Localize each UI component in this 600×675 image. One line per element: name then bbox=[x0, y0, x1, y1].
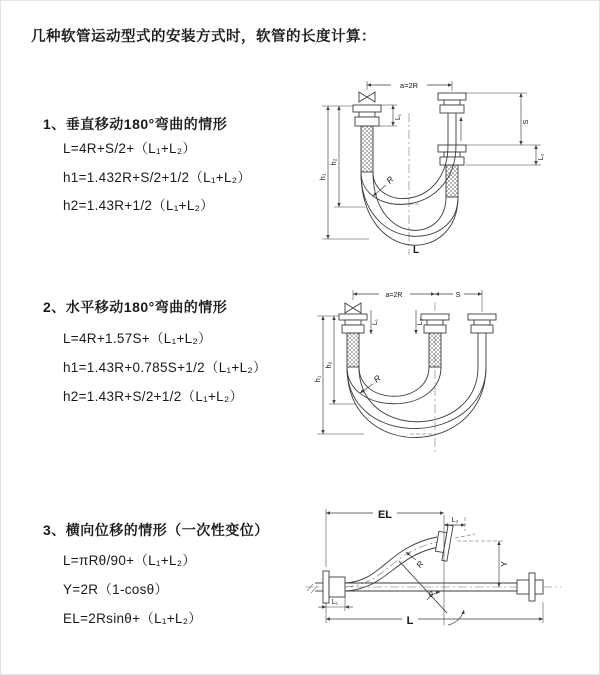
dim-label-l1: L₁ bbox=[395, 113, 402, 121]
right-flange-lower-hub bbox=[440, 157, 464, 165]
section2-formula-h2: h2=1.43R+S/2+1/2（L₁+L₂） bbox=[63, 389, 244, 404]
right-flange-upper bbox=[438, 93, 466, 100]
section3-heading: 3、横向位移的情形（一次性变位） bbox=[43, 522, 269, 538]
middle-flange bbox=[421, 314, 449, 333]
dim-label-a2r: a=2R bbox=[385, 292, 403, 299]
right-fitting-neck bbox=[517, 580, 529, 594]
dim-label-a2r: a=2R bbox=[399, 81, 419, 90]
dim-label-el: EL bbox=[377, 509, 393, 521]
angle-arc bbox=[448, 610, 464, 625]
right-flange-plate bbox=[529, 573, 535, 601]
dim-label-l2: L₂ bbox=[451, 517, 459, 524]
centerline-break bbox=[307, 584, 313, 591]
diagram-lateral-displacement bbox=[299, 501, 599, 663]
valve-icon bbox=[345, 303, 353, 313]
section1-formula-h2: h2=1.43R+1/2（L₁+L₂） bbox=[63, 198, 214, 213]
diagram-horizontal-180-bend bbox=[304, 284, 591, 466]
dim-label-h1: h₁ bbox=[313, 375, 322, 383]
hose-arc bbox=[347, 367, 441, 404]
dim-label-s: S bbox=[521, 119, 530, 125]
dim-label-h2: h₂ bbox=[324, 361, 333, 369]
hose-curve bbox=[345, 547, 439, 591]
left-flange-hub bbox=[355, 117, 379, 126]
length-label: L bbox=[413, 245, 420, 256]
left-flange bbox=[339, 314, 367, 333]
left-flange bbox=[353, 105, 381, 112]
hose-curve bbox=[345, 537, 437, 583]
page-title: 几种软管运动型式的安装方式时，软管的长度计算： bbox=[31, 29, 376, 45]
section3-formula-L: L=πRθ/90+（L₁+L₂） bbox=[63, 553, 197, 568]
dim-label-h1: h₁ bbox=[318, 173, 327, 181]
radius-label: R bbox=[414, 559, 426, 570]
dim-label-h2: h₂ bbox=[329, 158, 338, 166]
section2-heading: 2、水平移动180°弯曲的情形 bbox=[43, 299, 228, 315]
dim-label-l1: L₁ bbox=[372, 318, 379, 326]
radius-label: R bbox=[384, 174, 396, 186]
dim-label-y: Y bbox=[499, 561, 509, 567]
radius-leader bbox=[406, 552, 416, 560]
dim-label-l2: L₂ bbox=[417, 318, 424, 326]
valve-icon bbox=[353, 303, 361, 313]
valve-icon bbox=[359, 92, 367, 102]
section2-formula-h1: h1=1.43R+0.785S+1/2（L₁+L₂） bbox=[63, 360, 267, 375]
section2-formula-L: L=4R+1.57S+（L₁+L₂） bbox=[63, 331, 212, 346]
right-flange-lower-neck bbox=[444, 152, 460, 157]
valve-icon bbox=[367, 92, 375, 102]
angle-label: θ bbox=[429, 592, 433, 599]
dim-label-s: S bbox=[455, 292, 461, 299]
curve-center-extension bbox=[455, 534, 475, 538]
hose-arc bbox=[373, 172, 446, 230]
right-flange-lower bbox=[438, 145, 466, 152]
hose-arc bbox=[373, 145, 448, 199]
right-fitting-stub bbox=[535, 580, 543, 594]
angle-diagonal bbox=[399, 561, 447, 613]
section1-formula-L: L=4R+S/2+（L₁+L₂） bbox=[63, 141, 197, 156]
section1-heading: 1、垂直移动180°弯曲的情形 bbox=[43, 116, 228, 132]
dim-label-l1: L₁ bbox=[331, 599, 339, 606]
diagram-vertical-180-bend bbox=[309, 69, 591, 263]
displaced-flange bbox=[434, 524, 453, 562]
radius-label: R bbox=[371, 372, 383, 385]
section3-formula-EL: EL=2Rsinθ+（L₁+L₂） bbox=[63, 611, 203, 626]
dim-label-l: L bbox=[406, 615, 414, 627]
section1-formula-h1: h1=1.432R+S/2+1/2（L₁+L₂） bbox=[63, 170, 252, 185]
right-flange-upper-hub bbox=[440, 105, 464, 113]
middle-braid bbox=[429, 333, 441, 367]
left-braid bbox=[361, 126, 373, 172]
hose-arc bbox=[359, 367, 429, 396]
left-braid bbox=[347, 333, 359, 367]
section3-formula-Y: Y=2R（1-cosθ） bbox=[63, 582, 169, 597]
right-flange-upper-neck bbox=[444, 100, 460, 105]
dim-label-l2: L₂ bbox=[538, 153, 545, 161]
left-flange-hub bbox=[329, 577, 345, 597]
right-flange bbox=[468, 314, 496, 333]
left-flange-neck bbox=[359, 112, 375, 117]
left-flange-plate bbox=[323, 571, 329, 603]
